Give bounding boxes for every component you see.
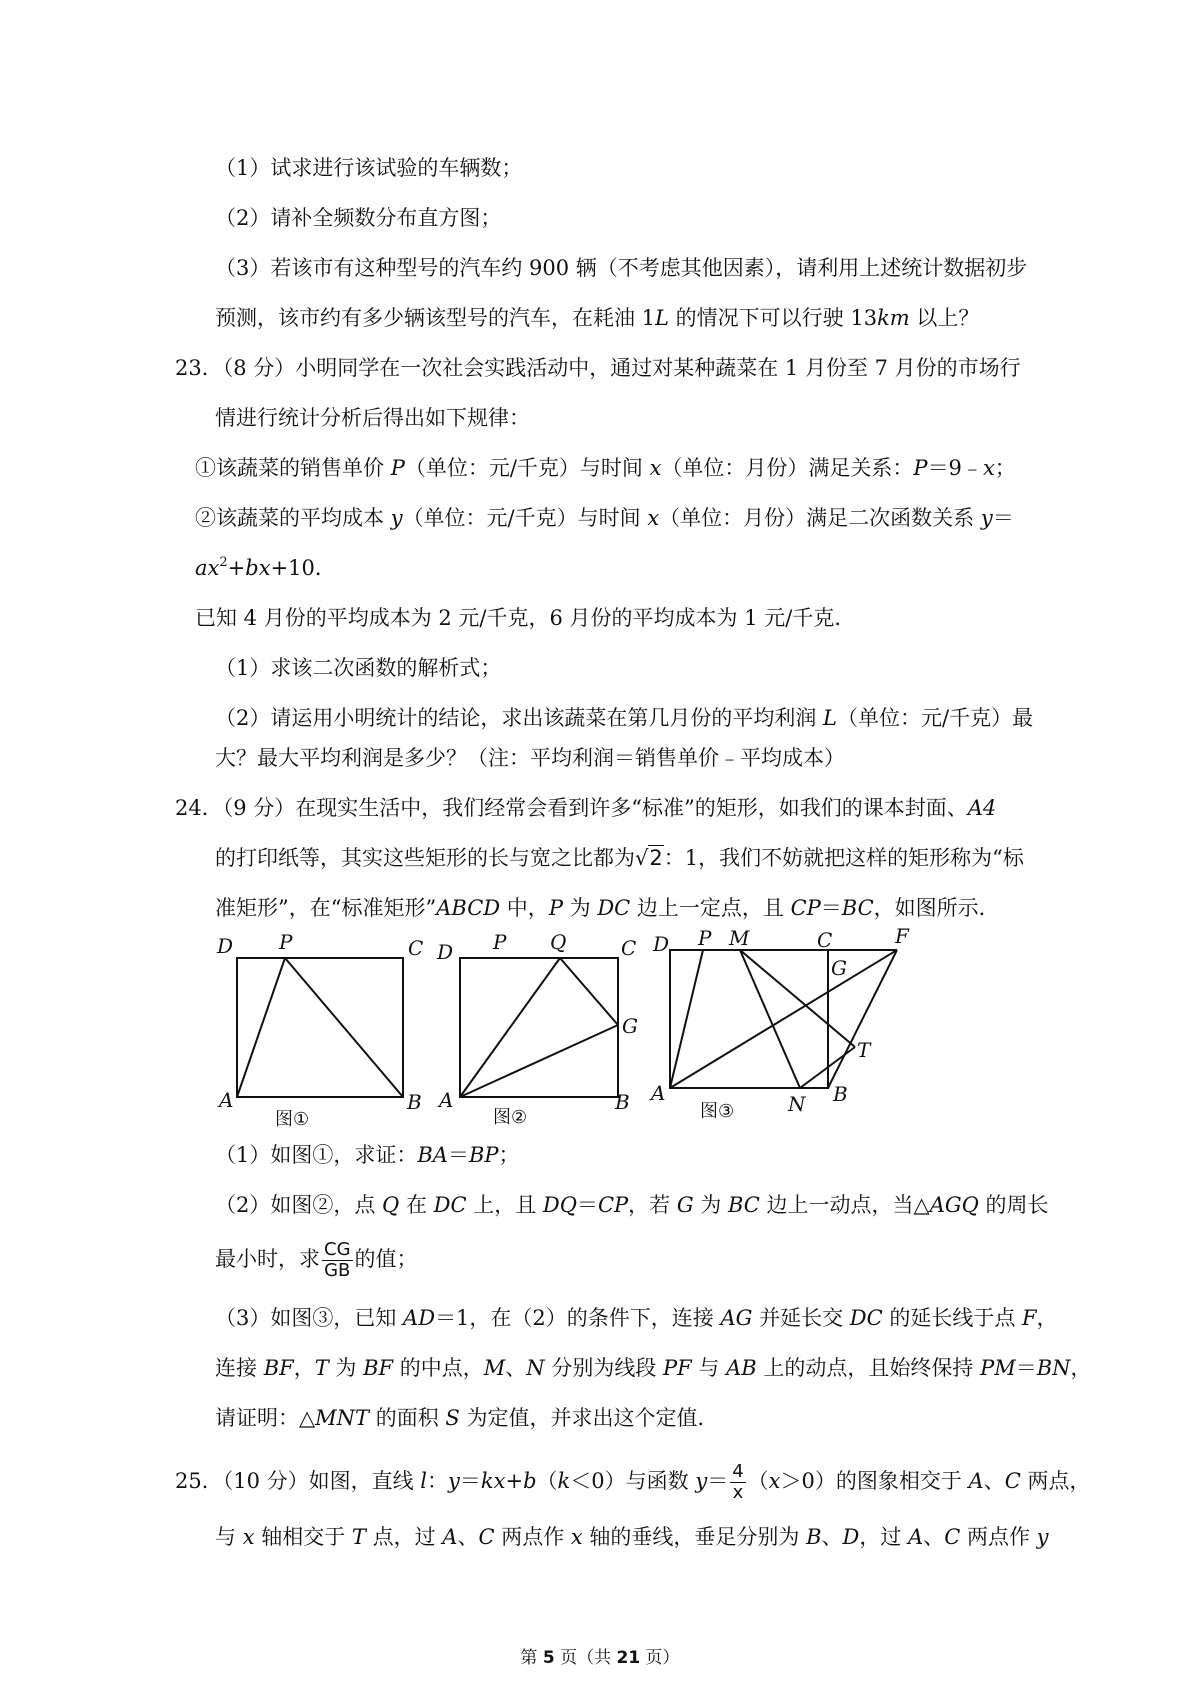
q23-sub2-cont: 大？最大平均利润是多少？（注：平均利润＝销售单价﹣平均成本）: [215, 746, 845, 770]
figure-1: [237, 958, 403, 1097]
fig2-label-Q: Q: [550, 930, 567, 954]
fig2-label-C: C: [621, 936, 637, 960]
q25-line1: 25．（10 分）如图，直线 l：y＝kx+b（k＜0）与函数 y＝ $\frac{4}{x}$ （x＞0）的图象相交于 A、C 两点，: [175, 1461, 1091, 1503]
fig3-label-M: M: [729, 926, 750, 950]
fig1-caption: 图①: [275, 1109, 310, 1130]
fig1-segment-PB: [285, 958, 403, 1097]
sqrt-2: √2: [635, 846, 663, 870]
q22-sub2: （2）请补全频数分布直方图；: [215, 206, 502, 230]
q24-sub3-cont2: 请证明：△MNT 的面积 S 为定值，并求出这个定值．: [215, 1406, 719, 1430]
q23-rule1: ①该蔬菜的销售单价 P（单位：元/千克）与时间 x（单位：月份）满足关系：P＝9﹣x；: [195, 456, 1016, 480]
q24-heading: 24．（9 分）在现实生活中，我们经常会看到许多“标准”的矩形，如我们的课本封面、A4: [175, 796, 997, 820]
fig2-label-P: P: [493, 930, 507, 954]
q23-known: 已知 4 月份的平均成本为 2 元/千克，6 月份的平均成本为 1 元/千克．: [195, 606, 856, 630]
fig3-segment-AP: [670, 950, 703, 1088]
q23-heading-cont: 情进行统计分析后得出如下规律：: [215, 406, 530, 430]
fig2-caption: 图②: [493, 1107, 528, 1128]
q24-sub2-cont: 最小时，求 $\frac{CG}{GB}$ 的值；: [215, 1239, 418, 1281]
fraction-4-over-x: $\frac{4}{x}$: [732, 1461, 744, 1503]
q22-sub3: （3）若该市有这种型号的汽车约 900 辆（不考虑其他因素），请利用上述统计数据初步: [215, 256, 1028, 280]
q23-rule2-formula: $ax^2+bx+10$．: [195, 555, 336, 580]
q24-sub1: （1）如图①，求证：BA＝BP；: [215, 1143, 520, 1167]
fig2-label-G: G: [622, 1014, 638, 1038]
figure-3: [670, 950, 897, 1088]
q22-sub3-cont: 预测，该市约有多少辆该型号的汽车，在耗油 1L 的情况下可以行驶 13km 以上？: [215, 306, 980, 330]
fig2-label-A: A: [439, 1088, 454, 1112]
fig1-label-D: D: [217, 934, 234, 958]
q24-figures: [205, 920, 965, 1140]
q24-line3: 准矩形”，在“标准矩形”ABCD 中，P 为 DC 边上一定点，且 CP＝BC，如图所示．: [215, 896, 1000, 920]
fig3-label-N: N: [788, 1092, 806, 1116]
fig3-label-T: T: [857, 1038, 871, 1062]
fig1-label-P: P: [279, 930, 293, 954]
q24-sub3-cont: 连接 BF，T 为 BF 的中点，M、N 分别为线段 PF 与 AB 上的动点，且始终保持 PM＝BN，: [215, 1356, 1092, 1380]
fig2-segment-AG: [460, 1025, 618, 1097]
q23-sub2: （2）请运用小明统计的结论，求出该蔬菜在第几月份的平均利润 L（单位：元/千克）最: [215, 706, 1034, 730]
q22-sub1: （1）试求进行该试验的车辆数；: [215, 156, 523, 180]
fig3-label-C: C: [817, 928, 833, 952]
q25-line2: 与 x 轴相交于 T 点，过 A、C 两点作 x 轴的垂线，垂足分别为 B、D，过 A、C 两点作 y: [215, 1525, 1049, 1549]
q24-sub3: （3）如图③，已知 AD＝1，在（2）的条件下，连接 AG 并延长交 DC 的延长线于点 F，: [215, 1306, 1058, 1330]
q24-sub2: （2）如图②，点 Q 在 DC 上，且 DQ＝CP，若 G 为 BC 边上一动点，当△AGQ 的周长: [215, 1193, 1049, 1217]
fig3-caption: 图③: [700, 1101, 735, 1122]
fig2-rectangle: [460, 958, 618, 1097]
fig1-label-C: C: [408, 936, 424, 960]
fig3-label-D: D: [653, 932, 670, 956]
fig1-label-A: A: [219, 1088, 234, 1112]
fig2-segment-QG: [560, 958, 618, 1025]
fig3-label-G: G: [831, 956, 847, 980]
page-footer: 第 5 页（共 21 页）: [520, 1648, 680, 1668]
fig2-label-D: D: [437, 940, 454, 964]
figure-2: [460, 958, 618, 1097]
fig2-label-B: B: [615, 1090, 630, 1114]
q23-sub1: （1）求该二次函数的解析式；: [215, 656, 502, 680]
q23-rule2: ②该蔬菜的平均成本 y（单位：元/千克）与时间 x（单位：月份）满足二次函数关系 y＝: [195, 506, 1014, 530]
fig3-segment-MN: [740, 950, 800, 1088]
q23-heading: 23．（8 分）小明同学在一次社会实践活动中，通过对某种蔬菜在 1 月份至 7 月份的市场行: [175, 356, 1021, 380]
q24-line2: 的打印纸等，其实这些矩形的长与宽之比都为√2：1，我们不妨就把这样的矩形称为“标: [215, 846, 1024, 870]
fig3-label-P: P: [698, 926, 712, 950]
fraction-cg-gb: $\frac{CG}{GB}$: [324, 1239, 351, 1281]
fig1-segment-AP: [237, 958, 285, 1097]
fig3-label-A: A: [651, 1081, 666, 1105]
fig3-label-B: B: [833, 1082, 848, 1106]
fig3-label-F: F: [895, 924, 909, 948]
fig1-label-B: B: [407, 1090, 422, 1114]
fig2-segment-AQ: [460, 958, 560, 1097]
